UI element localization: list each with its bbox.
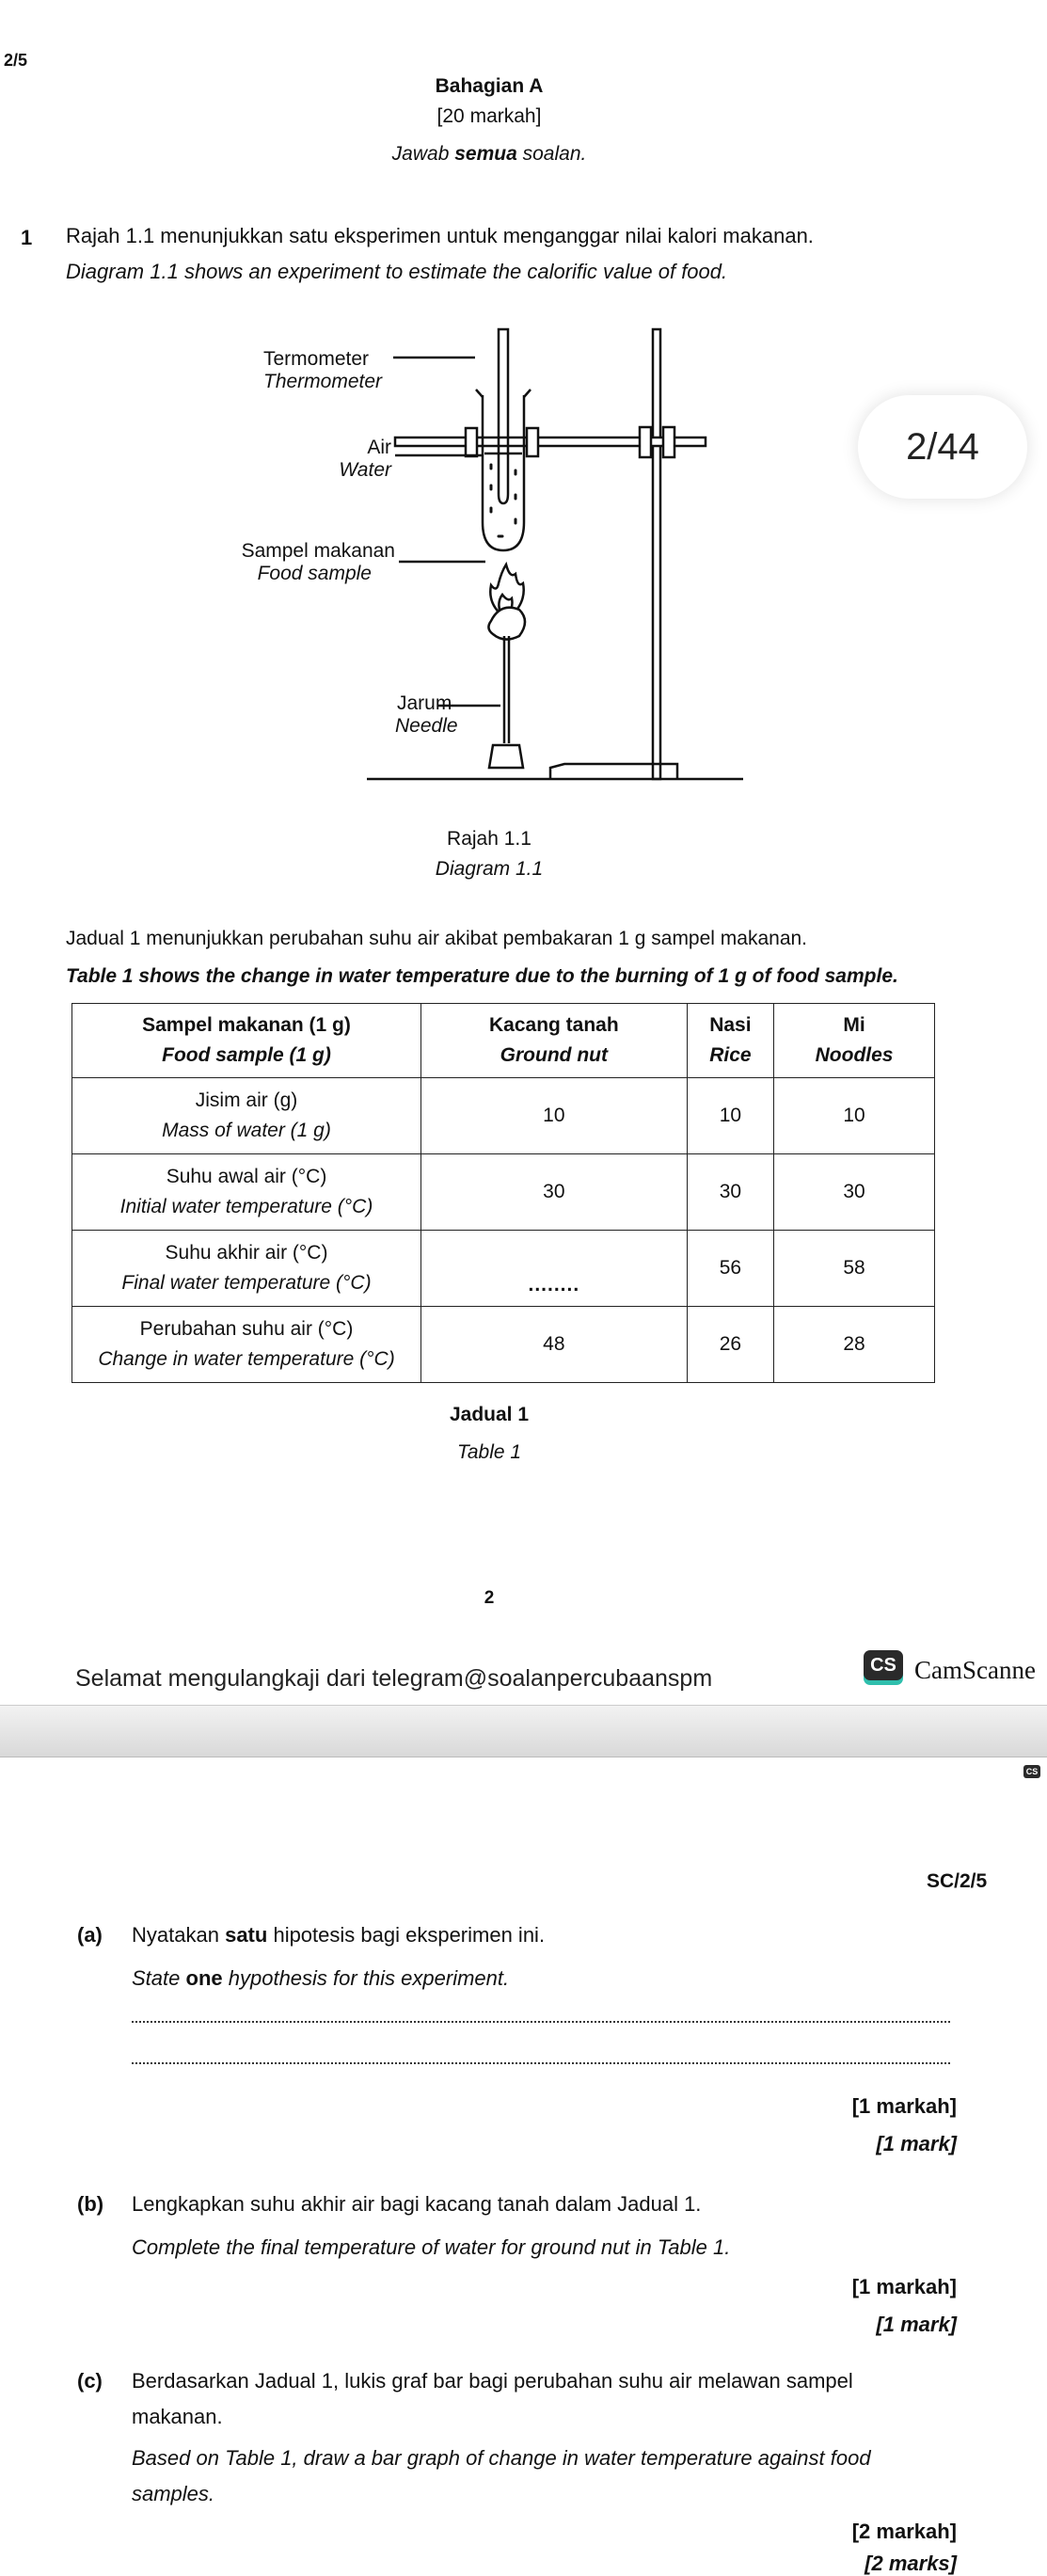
- table-row: [72, 1231, 935, 1307]
- footer-text: Selamat mengulangkaji dari telegram@soalanpercubaanspm: [75, 1665, 713, 1692]
- qa-ms-pre: Nyatakan: [132, 1923, 219, 1947]
- label-water-ms: Air: [367, 437, 391, 458]
- label-food-en: Food sample: [257, 563, 372, 584]
- table-cell: 56: [687, 1231, 773, 1307]
- label-needle-ms: Jarum: [397, 692, 452, 714]
- page-corner-code: 2/5: [4, 51, 28, 70]
- row-label-en: Final water temperature (°C): [121, 1272, 372, 1294]
- row-label: [72, 1078, 421, 1154]
- row-label-en: Change in water temperature (°C): [98, 1348, 395, 1370]
- table-row: [72, 1307, 935, 1383]
- cork: [489, 745, 523, 768]
- row-label-ms: Jisim air (g): [195, 1089, 298, 1111]
- header-label-en: Food sample (1 g): [162, 1044, 331, 1066]
- table-header-groundnut: [421, 1004, 688, 1078]
- section-marks: [20 markah]: [436, 105, 542, 127]
- question-b-marks-ms: [1 markah]: [851, 2275, 957, 2298]
- page-divider: [0, 1705, 1047, 1757]
- question-c-text-en-line1: Based on Table 1, draw a bar graph of change in water temperature against food: [132, 2446, 871, 2470]
- header-col-en: Noodles: [815, 1044, 894, 1066]
- label-water-en: Water: [339, 459, 391, 481]
- page-code: SC/2/5: [927, 1870, 988, 1892]
- table-cell: 10: [774, 1078, 935, 1154]
- header-label-ms: Sampel makanan (1 g): [142, 1014, 351, 1036]
- boiling-tube: [483, 395, 524, 550]
- question-b-text-en: Complete the final temperature of water for ground nut in Table 1.: [132, 2235, 731, 2259]
- retort-stand-base: [550, 764, 677, 779]
- table-cell: 30: [421, 1154, 688, 1231]
- table-cell: 28: [774, 1307, 935, 1383]
- table-cell: 48: [421, 1307, 688, 1383]
- table-description-en: Table 1 shows the change in water temperature due to the burning of 1 g of food sample.: [66, 965, 898, 987]
- question-a-marks-ms: [1 markah]: [851, 2094, 957, 2118]
- row-label-en: Initial water temperature (°C): [119, 1196, 373, 1217]
- table-description-ms: Jadual 1 menunjukkan perubahan suhu air akibat pembakaran 1 g sampel makanan.: [66, 928, 808, 949]
- row-label: [72, 1231, 421, 1307]
- header-col-ms: Mi: [843, 1014, 865, 1036]
- row-label: [72, 1154, 421, 1231]
- camscanner-mini-icon: CS: [1023, 1765, 1040, 1778]
- food-sample: [488, 608, 525, 640]
- question-c-marks-en: [2 marks]: [865, 2552, 957, 2575]
- qa-ms-bold: satu: [225, 1923, 268, 1947]
- boss-head-right: [663, 427, 674, 457]
- question-text-ms: Rajah 1.1 menunjukkan satu eksperimen untuk menganggar nilai kalori makanan.: [66, 224, 814, 247]
- qa-en-bold: one: [185, 1966, 223, 1990]
- table-cell: 58: [774, 1231, 935, 1307]
- qa-ms-post: hipotesis bagi eksperimen ini.: [273, 1923, 546, 1947]
- question-c-text-en-line2: samples.: [132, 2482, 215, 2505]
- experiment-diagram: [169, 310, 753, 800]
- clamp-grip-left: [466, 428, 477, 456]
- table-header-noodles: [774, 1004, 935, 1078]
- table-caption-ms: Jadual 1: [449, 1404, 530, 1425]
- table-cell: 30: [687, 1154, 773, 1231]
- thermometer: [499, 329, 508, 503]
- table-row: [72, 1078, 935, 1154]
- page-indicator-badge[interactable]: 2/44: [858, 395, 1027, 499]
- table-cell: 10: [687, 1078, 773, 1154]
- row-label: [72, 1307, 421, 1383]
- question-b-text-ms: Lengkapkan suhu akhir air bagi kacang tanah dalam Jadual 1.: [132, 2192, 702, 2216]
- section-instruction: [0, 143, 978, 166]
- question-a-text-ms: [132, 1923, 545, 1948]
- question-a-label: (a): [77, 1923, 103, 1947]
- row-label-ms: Perubahan suhu air (°C): [139, 1318, 354, 1340]
- boss-head-left: [640, 427, 651, 457]
- water-marks: [491, 465, 516, 536]
- clamp-arm: [395, 437, 706, 446]
- header-col-en: Rice: [709, 1044, 752, 1066]
- header-col-ms: Kacang tanah: [488, 1014, 619, 1036]
- diagram-caption-en: Diagram 1.1: [435, 858, 544, 880]
- row-label-en: Mass of water (1 g): [162, 1120, 331, 1141]
- question-text-en: Diagram 1.1 shows an experiment to estimate the calorific value of food.: [66, 260, 728, 283]
- qa-en-pre: State: [132, 1966, 181, 1990]
- table-cell: 30: [774, 1154, 935, 1231]
- table-caption-en: Table 1: [456, 1441, 522, 1463]
- instruction-emphasis: semua: [454, 143, 517, 165]
- qa-en-post: hypothesis for this experiment.: [228, 1966, 510, 1990]
- answer-blank: ........: [528, 1274, 580, 1296]
- camscanner-logo: CS: [864, 1650, 903, 1680]
- question-b-label: (b): [77, 2192, 104, 2216]
- diagram-caption-ms: Rajah 1.1: [447, 828, 531, 850]
- table-cell: 26: [687, 1307, 773, 1383]
- question-c-text-ms-line2: makanan.: [132, 2405, 223, 2428]
- row-label-ms: Suhu akhir air (°C): [165, 1242, 328, 1264]
- question-c-text-ms-line1: Berdasarkan Jadual 1, lukis graf bar bagi perubahan suhu air melawan sampel: [132, 2369, 853, 2393]
- table-row: [72, 1154, 935, 1231]
- label-thermometer-en: Thermometer: [263, 371, 383, 392]
- table-header-row: [72, 1004, 935, 1078]
- label-needle-en: Needle: [395, 715, 458, 737]
- row-label-ms: Suhu awal air (°C): [166, 1166, 327, 1187]
- label-food-ms: Sampel makanan: [241, 540, 395, 562]
- instruction-start: Jawab: [391, 143, 450, 165]
- answer-line-a1[interactable]: [132, 2021, 950, 2023]
- table-cell-blank[interactable]: [421, 1231, 688, 1307]
- instruction-end: soalan.: [522, 143, 587, 165]
- question-c-label: (c): [77, 2369, 103, 2393]
- table-header-label: [72, 1004, 421, 1078]
- retort-stand-rod: [653, 329, 660, 779]
- table-cell: 10: [421, 1078, 688, 1154]
- table-header-rice: [687, 1004, 773, 1078]
- question-c-marks-ms: [2 markah]: [851, 2520, 957, 2543]
- question-number: 1: [21, 226, 33, 249]
- section-title: Bahagian A: [435, 75, 544, 97]
- question-a-marks-en: [1 mark]: [876, 2132, 957, 2155]
- header-col-ms: Nasi: [709, 1014, 752, 1036]
- header-col-en: Ground nut: [500, 1044, 608, 1066]
- question-b-marks-en: [1 mark]: [876, 2313, 957, 2336]
- camscanner-text: CamScanne: [914, 1656, 1036, 1684]
- page-number: 2: [484, 1588, 495, 1608]
- clamp-grip-right: [527, 428, 538, 456]
- results-table: [71, 1003, 935, 1383]
- question-a-text-en: [132, 1966, 509, 1991]
- answer-line-a2[interactable]: [132, 2062, 950, 2064]
- label-thermometer-ms: Termometer: [263, 348, 370, 370]
